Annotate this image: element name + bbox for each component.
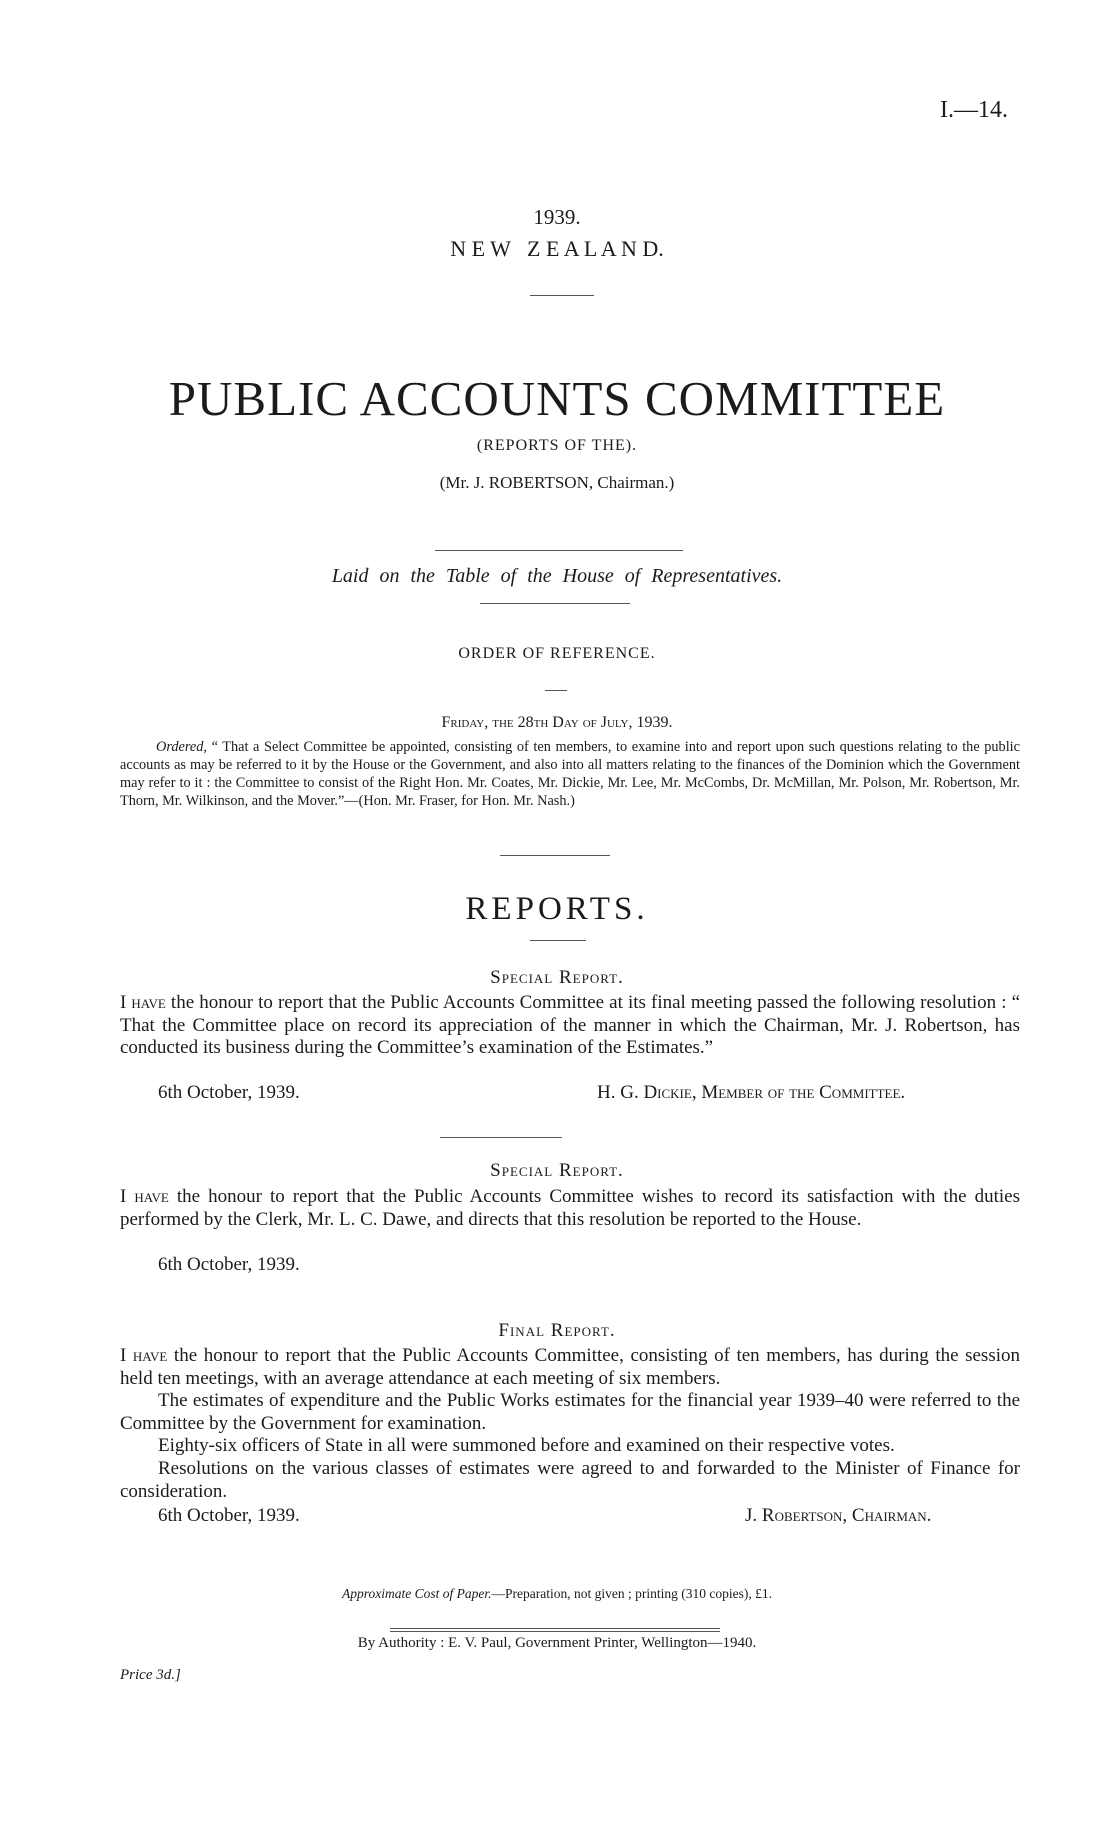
- cost-text: —Preparation, not given ; printing (310 copies), £1.: [491, 1586, 772, 1601]
- ordered-word: Ordered,: [156, 739, 207, 755]
- order-of-reference-heading: ORDER OF REFERENCE.: [458, 645, 656, 662]
- final-report-paragraph-3: Eighty-six officers of State in all were summoned before and examined on their respective votes.: [158, 1435, 895, 1456]
- year: 1939.: [533, 205, 581, 229]
- document-title: PUBLIC ACCOUNTS COMMITTEE: [168, 371, 946, 426]
- cost-of-paper: [0, 1586, 1114, 1602]
- special-report-2-heading: Special Report.: [490, 1160, 624, 1181]
- lead-words: I have: [120, 1345, 168, 1366]
- special-report-2-date: 6th October, 1939.: [158, 1254, 300, 1275]
- final-report-date: 6th October, 1939.: [158, 1505, 300, 1526]
- final-report-signature: J. Robertson, Chairman.: [745, 1505, 932, 1526]
- paper-number: I.—14.: [940, 97, 1008, 123]
- lead-words: I have: [120, 1186, 169, 1207]
- printer-authority: By Authority : E. V. Paul, Government Printer, Wellington—1940.: [357, 1635, 757, 1651]
- divider: [530, 940, 586, 941]
- cost-label: Approximate Cost of Paper.: [342, 1586, 492, 1601]
- divider: [390, 1631, 720, 1632]
- divider: [390, 1628, 720, 1629]
- final-report-paragraph-4: Resolutions on the various classes of estimates were agreed to and forwarded to the Minister of Finance for consideration.: [120, 1458, 1020, 1502]
- divider: [530, 295, 594, 296]
- special-report-1-date: 6th October, 1939.: [158, 1082, 300, 1103]
- divider: [480, 603, 630, 604]
- price: Price 3d.]: [120, 1667, 181, 1683]
- reports-heading: REPORTS.: [465, 891, 649, 927]
- order-body: “ That a Select Committee be appointed, consisting of ten members, to examine into and report upon such questions relating to the public accounts as may be referred to it by the House or the Government, and also into all matters relating to the finances of the Dominion which the Government may refer to it : the Committee to consist of the Right Hon. Mr. Coates, Mr. Dickie, Mr. Lee, Mr. McCombs, Dr. McMillan, Mr. Polson, Mr. Robertson, Mr. Thorn, Mr. Wilkinson, and the Mover.”—(Hon. Mr. Fraser, for Hon. Mr. Nash.): [120, 739, 1020, 809]
- final-report-heading: Final Report.: [498, 1320, 616, 1341]
- order-date: Friday, the 28th Day of July, 1939.: [441, 714, 673, 731]
- country-heading: N E W Z E A L A N D.: [450, 236, 664, 261]
- laid-on-table: Laid on the Table of the House of Representatives.: [331, 565, 783, 587]
- special-report-1-text: [120, 992, 1020, 1060]
- report-body: the honour to report that the Public Accounts Committee at its final meeting passed the following resolution : “ That the Committee place on record its appreciation of the manner in which the Chairman, Mr. J. Robertson, has conducted its business during the Committee’s examination of the Estimates.”: [120, 992, 1020, 1058]
- divider: [440, 1137, 562, 1138]
- final-report-paragraph-2: The estimates of expenditure and the Public Works estimates for the financial year 1939–40 were referred to the Committee by the Government for examination.: [120, 1390, 1020, 1434]
- document-subtitle: (REPORTS OF THE).: [476, 437, 638, 454]
- divider: [435, 550, 683, 551]
- chairman-line: (Mr. J. ROBERTSON, Chairman.): [439, 473, 675, 492]
- special-report-2-text: [120, 1186, 1020, 1231]
- divider: [545, 690, 567, 691]
- special-report-1-signature: H. G. Dickie, Member of the Committee.: [597, 1082, 906, 1103]
- report-body: the honour to report that the Public Accounts Committee, consisting of ten members, has during the session held ten meetings, with an average attendance at each meeting of six members.: [120, 1345, 1020, 1389]
- order-of-reference-text: [120, 738, 1020, 810]
- report-body: the honour to report that the Public Accounts Committee wishes to record its satisfaction with the duties performed by the Clerk, Mr. L. C. Dawe, and directs that this resolution be reported to the House.: [120, 1186, 1021, 1230]
- divider: [500, 855, 610, 856]
- lead-words: I have: [120, 992, 166, 1013]
- final-report-paragraph-1: [120, 1345, 1020, 1390]
- special-report-1-heading: Special Report.: [490, 967, 624, 988]
